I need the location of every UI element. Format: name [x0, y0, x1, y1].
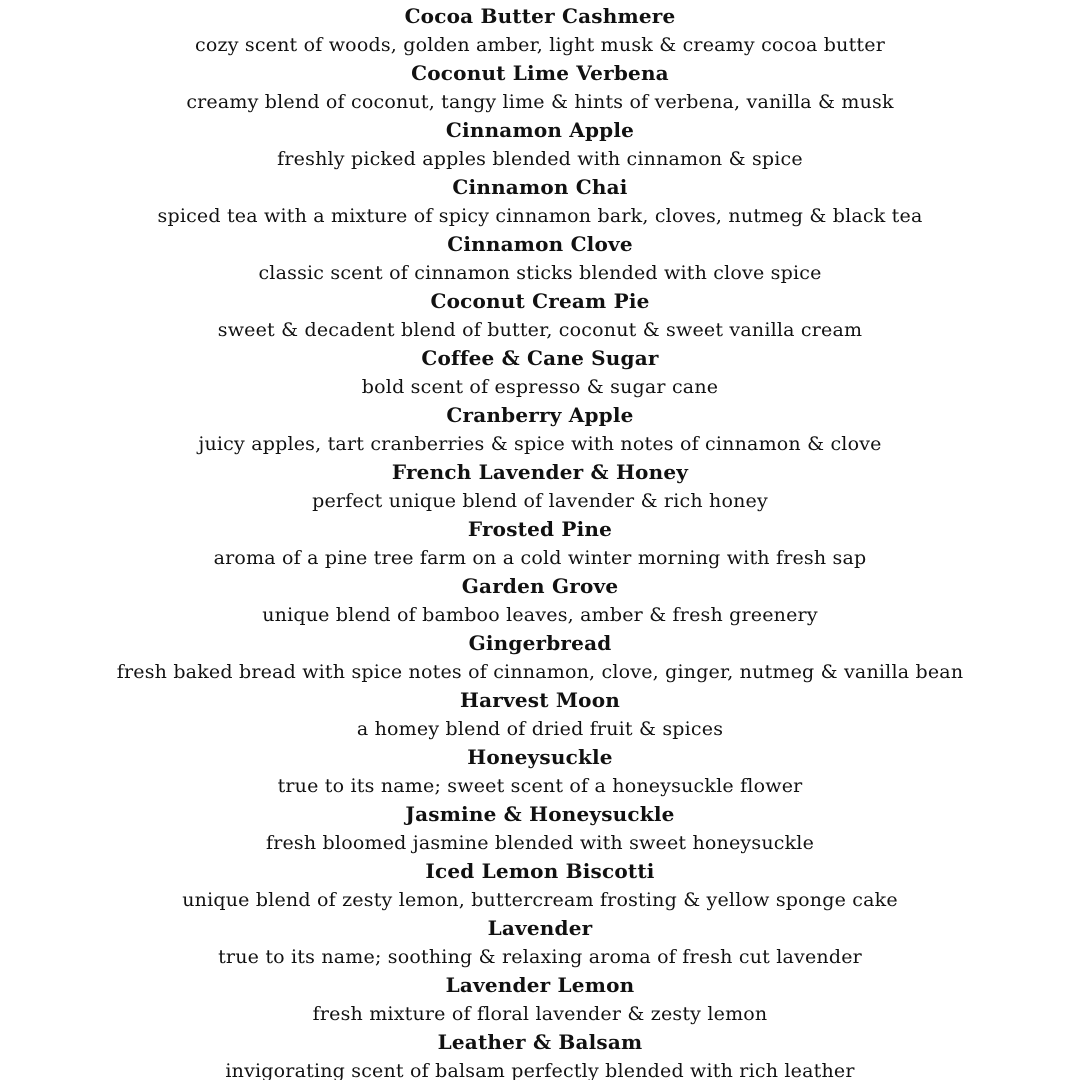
scent-entry: [0, 800, 1080, 857]
scent-entry: [0, 515, 1080, 572]
scent-description: true to its name; soothing & relaxing aroma of fresh cut lavender: [218, 946, 862, 968]
scent-description: unique blend of zesty lemon, buttercream frosting & yellow sponge cake: [182, 889, 898, 911]
scent-entry: [0, 59, 1080, 116]
scent-name: Cinnamon Clove: [447, 232, 633, 256]
scent-entry: [0, 857, 1080, 914]
scent-entry: [0, 914, 1080, 971]
scent-entry: [0, 287, 1080, 344]
scent-entry: [0, 686, 1080, 743]
scent-name: Lavender: [487, 916, 593, 940]
scent-entry: [0, 173, 1080, 230]
scent-entry: [0, 629, 1080, 686]
scent-entry: [0, 572, 1080, 629]
scent-list: [0, 2, 1080, 1080]
scent-name: Harvest Moon: [460, 688, 620, 712]
scent-entry: [0, 1028, 1080, 1080]
scent-name: Coconut Lime Verbena: [411, 61, 669, 85]
scent-entry: [0, 2, 1080, 59]
scent-description: fresh mixture of floral lavender & zesty lemon: [312, 1003, 768, 1025]
scent-name: French Lavender & Honey: [391, 460, 689, 484]
scent-description: true to its name; sweet scent of a honeysuckle flower: [277, 775, 803, 797]
scent-name: Honeysuckle: [467, 745, 613, 769]
scent-name: Cinnamon Apple: [445, 118, 635, 142]
scent-description: fresh bloomed jasmine blended with sweet honeysuckle: [265, 832, 815, 854]
scent-name: Garden Grove: [461, 574, 619, 598]
scent-entry: [0, 458, 1080, 515]
scent-description: cozy scent of woods, golden amber, light musk & creamy cocoa butter: [195, 34, 885, 56]
scent-entry: [0, 743, 1080, 800]
scent-name: Gingerbread: [468, 631, 612, 655]
scent-description: spiced tea with a mixture of spicy cinnamon bark, cloves, nutmeg & black tea: [157, 205, 923, 227]
scent-name: Lavender Lemon: [445, 973, 635, 997]
scent-description: creamy blend of coconut, tangy lime & hints of verbena, vanilla & musk: [186, 91, 894, 113]
scent-entry: [0, 971, 1080, 1028]
scent-description: bold scent of espresso & sugar cane: [361, 376, 719, 398]
scent-description: aroma of a pine tree farm on a cold winter morning with fresh sap: [213, 547, 867, 569]
scent-name: Leather & Balsam: [437, 1030, 643, 1054]
scent-name: Iced Lemon Biscotti: [425, 859, 655, 883]
scent-entry: [0, 116, 1080, 173]
scent-description: a homey blend of dried fruit & spices: [356, 718, 724, 740]
scent-entry: [0, 401, 1080, 458]
scent-name: Cranberry Apple: [446, 403, 634, 427]
scent-description: classic scent of cinnamon sticks blended with clove spice: [258, 262, 822, 284]
scent-name: Cinnamon Chai: [452, 175, 628, 199]
scent-description: invigorating scent of balsam perfectly blended with rich leather: [225, 1060, 855, 1080]
scent-description: perfect unique blend of lavender & rich honey: [312, 490, 768, 512]
scent-name: Cocoa Butter Cashmere: [404, 4, 676, 28]
scent-description: juicy apples, tart cranberries & spice with notes of cinnamon & clove: [198, 433, 882, 455]
scent-name: Coffee & Cane Sugar: [421, 346, 659, 370]
scent-description: freshly picked apples blended with cinnamon & spice: [277, 148, 803, 170]
scent-entry: [0, 230, 1080, 287]
scent-entry: [0, 344, 1080, 401]
scent-name: Frosted Pine: [467, 517, 613, 541]
scent-description: unique blend of bamboo leaves, amber & fresh greenery: [262, 604, 818, 626]
scent-name: Jasmine & Honeysuckle: [405, 802, 675, 826]
scent-name: Coconut Cream Pie: [430, 289, 650, 313]
scent-description: fresh baked bread with spice notes of cinnamon, clove, ginger, nutmeg & vanilla bean: [116, 661, 964, 683]
scent-description: sweet & decadent blend of butter, coconut & sweet vanilla cream: [217, 319, 863, 341]
